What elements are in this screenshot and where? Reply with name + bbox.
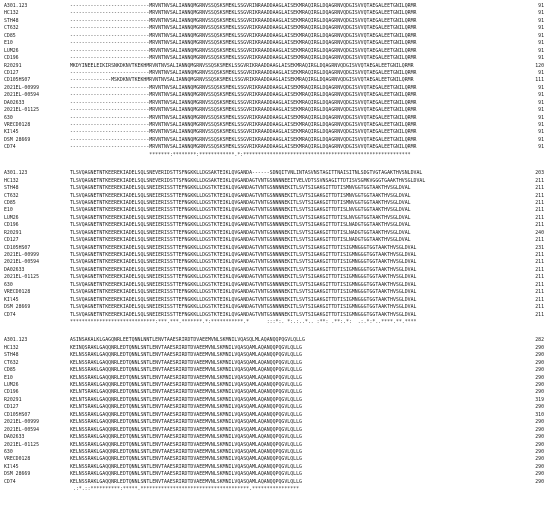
sequence-position: 203 <box>535 170 544 177</box>
sequence-position: 211 <box>535 199 544 206</box>
sequence-name: R20291 <box>4 229 22 236</box>
sequence-name: R20291 <box>4 396 22 403</box>
alignment-row <box>4 367 546 374</box>
sequence-name: DSM 28669 <box>4 136 31 143</box>
sequence-residues: KELNSSRAKLGAQQNRLEDTQNNLSNTLENVTAAESRIRDTDVAEEMVNLSKMNILVQASQAMLAQANQQPQGVLQLLG <box>70 448 302 455</box>
sequence-residues: KELNTSRAKLGAQQNRLEDTQNNLSNTLENVTAAESRIRDTDVAEEMVNLSKMNILVQASQAMLAQANQQPQGVLQLLG <box>70 404 302 411</box>
alignment-row <box>4 471 546 478</box>
sequence-name: 630 <box>4 114 13 121</box>
consensus-spacer <box>4 152 70 159</box>
sequence-name: CD85 <box>4 199 16 206</box>
sequence-position: 91 <box>538 10 544 17</box>
alignment-block <box>4 337 546 493</box>
sequence-residues: ---------------------------MRVNTNVSALIANNQMGRNVSSQSKSMEKLSSGVRIKRAADDAAGLAISEKMRAQIRGLDQAGRNVQDGISVVQTAEGALEETGNILQRMR <box>70 136 417 143</box>
sequence-position: 240 <box>535 229 544 236</box>
sequence-residues: TLSVQAGNETNTKEEREKIADELSQLSNEIERISSTTEFNGKKLLDGSTKTEIKLQVGANDAGTVNTGSNNNNEKITLSVTSIGAKGITTDTISMNVGGTGGTAAKTHVSGLDVAL <box>70 192 411 199</box>
sequence-name: CD105HS07 <box>4 244 31 251</box>
sequence-position: 91 <box>538 107 544 114</box>
sequence-position: 211 <box>535 304 544 311</box>
sequence-position: 211 <box>535 252 544 258</box>
sequence-name: KIl45 <box>4 463 19 470</box>
sequence-position: 290 <box>535 404 544 411</box>
sequence-name: CD85 <box>4 367 16 374</box>
alignment-row <box>4 442 546 449</box>
alignment-row <box>4 304 546 311</box>
sequence-position: 211 <box>535 274 544 281</box>
sequence-position: 319 <box>535 396 544 403</box>
alignment-row <box>4 397 546 404</box>
sequence-position: 282 <box>535 337 544 344</box>
sequence-position: 211 <box>535 266 544 273</box>
alignment-row <box>4 282 546 289</box>
sequence-name: CD74 <box>4 478 16 485</box>
sequence-residues: KELNTSRAKLGAQQNRLEDTQNNLSNTLENVTAAESRIRDTDVAEEMVNLSKMNILVQASQAMLAQANQQPQGVLQLLG <box>70 389 302 396</box>
sequence-residues: ---------------------------MRVNTNVSALIANNQMGRNVSSQSKSMEKLSSGVRIKRAADDAAGLAISEKMRAQIRGLDQAGRNVQDGISVVQTAEGALEETGNILQRMR <box>70 17 417 24</box>
alignment-row <box>4 245 546 252</box>
sequence-position: 211 <box>535 237 544 244</box>
sequence-name: STH48 <box>4 185 19 192</box>
sequence-name: VRECD0128 <box>4 456 31 463</box>
sequence-residues: KEINQSRAKLGAQQNRLEDTQNNLSNTLENVTAAESRIRDTDVAEEMVNLSKMNILVQASQAMLAQANQQPQGVLQLLG <box>70 344 302 351</box>
sequence-residues: ---------------------------MRVNTNVSALIANNQMGRNVSSQSKSMEKLSSGVRIKRAADDAAGLAISEKMRAQIRGLDQAGRNVQDGISVVQTAEGALEETGNILQRMR <box>70 92 417 99</box>
sequence-position: 211 <box>535 214 544 221</box>
sequence-residues: KELNSSRAKLGAQQNRLEDTQNNLSNTLENVTAAESRIRDTDVAEEMVNLSKMNILVQASQAMLAQANQQPQGVLQLLG <box>70 359 302 366</box>
sequence-position: 290 <box>535 456 544 463</box>
sequence-residues: KELNSSRAKLGAQQNRLEDTQNNLSNTLENVTAAESRIRDTDVAEEMVNLSKMNILVQASQAMLAQANQQPQGVLQLLG <box>70 441 302 448</box>
sequence-position: 211 <box>535 192 544 199</box>
alignment-row <box>4 360 546 367</box>
sequence-position: 91 <box>538 99 544 106</box>
alignment-row <box>4 63 546 70</box>
sequence-position: 120 <box>535 62 544 69</box>
sequence-residues: ---------------------------MRVNTNVSALIANNQMGRNVSSQSKSMEKLSSGVRIKRAADDAAGLAISEKMRAQIRGLDQAGRNVQDGISVVQTAEGALEETGNILQRMR <box>70 107 417 114</box>
sequence-name: KIl45 <box>4 296 19 303</box>
sequence-name: CT632 <box>4 25 19 32</box>
sequence-residues: TLSVQAGNETNTKEEREKIADELSQLSNEIERISSTTEFNGKKLLDGSTKTEIKLQVGANDAGTVNTGSNNNNEKITLSVTSIGAKGITTDTISIGMNGGGTGGTAAKTHVSGLDVAL <box>70 289 417 296</box>
sequence-name: KIl45 <box>4 129 19 136</box>
sequence-position: 91 <box>538 47 544 54</box>
sequence-position: 231 <box>535 244 544 251</box>
sequence-residues: ---------------------------MRVNTNVSALIANNQMGRNVSSQSKSMEKLSSGVRIKRAADDAAGLAISEKMRAQIRGLDQAGRNVQDGISVVQTAEGALEETGNILQRMR <box>70 99 417 106</box>
sequence-name: HC132 <box>4 10 19 17</box>
alignment-row <box>4 222 546 229</box>
sequence-position: 290 <box>535 426 544 433</box>
alignment-row <box>4 115 546 122</box>
sequence-residues: ASINSAKALKLGAGQNRLEETQNNLNNTLENVTAAESRIRDTDVAEEMVNLSKMNILVQASQLMLAQANQQPQGVLQLLG <box>70 337 305 344</box>
alignment-row <box>4 259 546 266</box>
consensus-spacer <box>4 486 70 493</box>
alignment-row <box>4 3 546 10</box>
alignment-row <box>4 122 546 129</box>
sequence-position: 310 <box>535 411 544 418</box>
sequence-residues: ---------------------------MRVNTNVSALIANNQMGRNVSSQSKSMEKLSSGVRIKRAADDAAGLAISEKMRAQIRGLDQAGRNVQDGISVVQTAEGALEETGNILQRMR <box>70 25 417 32</box>
sequence-name: R20291 <box>4 62 22 69</box>
alignment-row <box>4 33 546 40</box>
consensus-symbols: *****************************:***.***.*******.*:***********.* :::*:. *:.:..*.. :**: .**:.*: .:.*:*..****.**.**** <box>70 318 417 325</box>
sequence-name: E10 <box>4 40 13 47</box>
alignment-row <box>4 55 546 62</box>
alignment-row <box>4 274 546 281</box>
sequence-residues: ---------------------------MRVNTNVSALIANNQMGRNVSSQSKSMEKLSSGVRIKRAADDAAGLAISEKMRAQIRGLDQAGRNVQDGISVVQTAEGALEETGNILQRMR <box>70 55 417 62</box>
alignment-block <box>4 170 546 326</box>
sequence-name: STH48 <box>4 17 19 24</box>
sequence-name: CD74 <box>4 144 16 151</box>
alignment-row <box>4 70 546 77</box>
consensus-row <box>4 319 546 326</box>
alignment-row <box>4 412 546 419</box>
sequence-position: 290 <box>535 382 544 388</box>
alignment-row <box>4 289 546 296</box>
sequence-position: 91 <box>538 144 544 151</box>
alignment-row <box>4 352 546 359</box>
sequence-residues: KELNSSRAKLGAQQNRLEDTQNNLSNTLENVTAAESRIRDTDVAEEMVNLSKMNILVQASQAMLAQANQQPQGVLQLLG <box>70 456 302 463</box>
sequence-name: DSM 28669 <box>4 471 31 478</box>
sequence-residues: ---------------------------MRVNTNVSALIANNQMGRNVSSQSKSMEKLSSGVRINRAADDAAGLAISEKMRAQIRGLDQAGRNVQDGISVVQTAEGALEETGNILQRMR <box>70 3 417 9</box>
sequence-name: 630 <box>4 281 13 288</box>
alignment-row <box>4 185 546 192</box>
sequence-residues: KELNSSRAKLGAQQNRLEDTQNNLSNTLENVTAAESRIRDTDVAEEMVNLSKMNILVQASQAMLAQANQQPQGVLQLLG <box>70 419 302 426</box>
sequence-name: LUM26 <box>4 47 19 54</box>
sequence-residues: TLSVQAGNETNTKEEREKIADELSQLSNEIERISSTTEFNGKKLLDGSTKTEIKLQVGANDAGTVNTGSNNNNEKITLSVTSIGAKGITTDTISLNADGTGGTAAKTHVSGLDVAL <box>70 222 411 229</box>
sequence-name: 2021EL-01125 <box>4 274 39 281</box>
sequence-residues: KELNSSRAKLGAQQNRLEDTQNNLSNTLENVTAAESRIRDTDVAEEMVNLSKMNILVQASQAMLAQANQQPQGVLQLLG <box>70 478 302 485</box>
sequence-residues: ---------------------------MRVNTNVSALIANNQMGRNVSSQSKSMEKLSSGVRIKRAADDAAGLAISEKMRAQIRGLDQAGRNVQDGISVVQTAEGALEETGNILQRMR <box>70 114 417 121</box>
consensus-symbols: *******:********:************.*:********************************************************* <box>70 151 411 158</box>
sequence-residues: TLSVQAGNETNTKEEREKIADELSQLSNEIERISSTTEFNGKKLLDGSTKTEIKLQVGANDAGTVNTGSNNNNEKITLSVTSIGAKGITTDTISMNVGGTGGTAAKTHVSGLDVAL <box>70 199 411 206</box>
sequence-residues: TLSVQAGNETNTKEEREKIADELSQLSNEIERISSTTEFNGKKLLDGSTKTEIKLQVGANDAGTVNTGSNNNNEKITLSVTSIGAKGITTDTISLNVGGTGGTAAKTHVSGLDVAL <box>70 214 411 221</box>
alignment-row <box>4 434 546 441</box>
sequence-residues: ---------------------------MRVNTNVSALIANNQMGRNVSSQSKSMEKLSSGVRIKRAADDAAGLAISEKMRAQIRGLDQAGRNVQDGISVVQTAEGALEETGNILQRMR <box>70 47 417 54</box>
alignment-row <box>4 479 546 486</box>
alignment-row <box>4 107 546 114</box>
sequence-name: CD196 <box>4 55 19 62</box>
sequence-name: LUM26 <box>4 214 19 221</box>
sequence-residues: MKDYINEELEIKIRSNKDKNVTKEKHMRVNTNVSALIANNQMGRNVSSQSKSMEKLSSGVRIKRAADDAAGLAISEKMRAQIRGLDQAGRNVQDGISVVQTAEGALEETGNILQRMR <box>70 62 414 69</box>
alignment-row <box>4 40 546 47</box>
sequence-position: 290 <box>535 448 544 455</box>
sequence-name: CD196 <box>4 222 19 229</box>
sequence-residues: TLSVQAGNETNTKEEREKIADELSQLSNEIERISSTTEFNGKKLLDGSTKTEIKLQVGANDAGTVNTGSNNNNEKITLSVTSIGAKGITTDTISLNVGGTGGTAAKTHVSGLDVAL <box>70 207 411 214</box>
alignment-row <box>4 48 546 55</box>
alignment-row <box>4 464 546 471</box>
consensus-row <box>4 486 546 493</box>
sequence-position: 91 <box>538 17 544 24</box>
alignment-row <box>4 92 546 99</box>
sequence-position: 91 <box>538 69 544 76</box>
sequence-position: 290 <box>535 478 544 485</box>
alignment-row <box>4 25 546 32</box>
sequence-residues: TLSVQAGNETNTKEEREKIADELSQLSNEVERIDSTTSFNGKKLLDGSAKTEIKLQVGANDAGTVNTGSNNNNEEITVELVDTSSVNSAGITTDTISVSGMKVGGGTGAAKTHVSGLDVAL <box>70 177 426 184</box>
sequence-name: 2021EL-00999 <box>4 84 39 91</box>
sequence-residues: ---------------------------MRVNTNVSALIANNQMGRNVSSQSKSMEKLSSGVRIKRAADDAAGLAISEKMRAQIRGLDQAGRNVQDGISVVQTAEGALEETGNILQRMR <box>70 40 417 47</box>
sequence-name: 2021EL-00594 <box>4 426 39 433</box>
alignment-row <box>4 137 546 144</box>
sequence-name: 2021EL-00999 <box>4 419 39 426</box>
sequence-name: CD74 <box>4 311 16 318</box>
sequence-residues: TLSVQAGNETNTKEEREKIADELSQLSNEIERISSTTEFNGKKLLDGSTKTEIKLQVGANDAGTVNTGSNNNNEKITLSVTSIGAKGITTDTISLNADGTGGTAAKTHVSGLDVAL <box>70 229 411 236</box>
sequence-residues: KELNSSRAKLGAQQNRLEDTQNNLSNTLENVTAAESRIRDTDVAEEMVNLSKMNILVQASQAMLAQANQQPQGVLQLLG <box>70 426 302 433</box>
sequence-position: 290 <box>535 419 544 426</box>
consensus-spacer <box>4 319 70 326</box>
sequence-residues: ---------------------------MRVNTNVSALIANNQMGRNVSSQSKSMEKLSSGVRIKRAADDAAGLAISEKMRAQIRGLDQAGRNVQDGISVVQTAEGALEETGNILQRMR <box>70 10 417 17</box>
sequence-name: 2021EL-00594 <box>4 92 39 99</box>
consensus-symbols: .:*.::**********:*****.*************************************.**************** <box>70 486 300 493</box>
sequence-position: 290 <box>535 434 544 441</box>
sequence-position: 290 <box>535 367 544 374</box>
sequence-position: 91 <box>538 32 544 39</box>
alignment-row <box>4 77 546 84</box>
alignment-row <box>4 207 546 214</box>
sequence-residues: ---------------------------MRVNTNVSALIANNQMGRNVSSQSKSMEKLSSGVRIKRAADDAAGLAISEKMRAQIRGLDQAGRNVQDGISVVQTAEGALEETGNILQRMR <box>70 69 417 76</box>
sequence-name: CD196 <box>4 389 19 396</box>
sequence-position: 290 <box>535 471 544 478</box>
sequence-residues: ---------------------------MRVNTNVSALIANNQMGRNVSSQSKSMEKLSSGVRIKRAADDAAGLAISEKMRAQIRGLDQAGRNVQDGISVVQTAEGALEETGNILQRMR <box>70 32 417 39</box>
alignment-row <box>4 375 546 382</box>
sequence-position: 211 <box>535 281 544 288</box>
sequence-name: A301.123 <box>4 170 28 177</box>
sequence-position: 111 <box>535 77 544 84</box>
sequence-residues: ---------------------------MRVNTNVSALIANNQMGRNVSSQSKSMEKLSSGVRIKRAADDAAGLAISEKMRAQIRGLDQAGRNVQDGISVVQTAEGALEETGNILQRMR <box>70 84 417 91</box>
sequence-name: E10 <box>4 207 13 214</box>
sequence-position: 211 <box>535 222 544 229</box>
sequence-residues: TLSVQAGNETNTKEEREKIADELSQLSNEIERISSTTEFNGKKLLDGSTKTEIKLQVGANDAGTVNTGSNNNNEKITLSVTSIGAKGITTDTISIGMNGGGTGGTAAKTHVSGLDVAL <box>70 296 417 303</box>
sequence-name: CT632 <box>4 359 19 366</box>
block-separator <box>4 159 546 170</box>
sequence-alignment <box>4 3 546 494</box>
sequence-name: A301.123 <box>4 3 28 9</box>
sequence-name: VRECD0128 <box>4 122 31 128</box>
sequence-name: DSM 28669 <box>4 304 31 311</box>
alignment-row <box>4 419 546 426</box>
sequence-position: 211 <box>535 177 544 184</box>
sequence-position: 91 <box>538 136 544 143</box>
alignment-row <box>4 100 546 107</box>
sequence-name: CD105HS07 <box>4 77 31 84</box>
sequence-name: DA02633 <box>4 99 25 106</box>
alignment-row <box>4 200 546 207</box>
sequence-position: 290 <box>535 374 544 381</box>
sequence-name: CD127 <box>4 237 19 244</box>
sequence-residues: KELNTSRAKLGAQQNRLEDTQNNLSNTLENVTAAESRIRDTDVAEEMVNLSKMNILVQASQAMLAQANQQPQGVLQLLG <box>70 396 302 403</box>
alignment-row <box>4 382 546 389</box>
alignment-row <box>4 230 546 237</box>
sequence-residues: TLSVQAGNETNTKEEREKIADELSQLSNEIERISSTTEFNGKKLLDGSTKTEIKLQVGANDAGTVNTGSNNNNEKITLSVTSIGAKGITTDTISIGMNGGGTGGTAAKTHVSGLDVAL <box>70 266 417 273</box>
alignment-row <box>4 345 546 352</box>
sequence-residues: TLSVQAGNETNTKEEREKIADELSQLSNEIERISSTTEFNGKKLLDGSTKTEIKLQVGANDAGTVNTGSNNNNEKITLSVTSIGAKGITTDTISIGMNGGGTGGTAAKTHVSGLDVAL <box>70 281 417 288</box>
alignment-row <box>4 129 546 136</box>
sequence-residues: KELNSSRAKLGAQQNRLEDTQNNLSNTLENVTAAESRIRDTDVAEEMVNLSKMNILVQASQAMLAQANQQPQGVLQLLG <box>70 463 302 470</box>
sequence-name: HC132 <box>4 344 19 351</box>
sequence-position: 290 <box>535 441 544 448</box>
sequence-residues: TLSVQAGNETNTKEEREKIADELSQLSNEIERISSTTEFNGKKLLDGSTKTEIKLQVGANDAGTVNTGSNNNNEKITLSVTSIGAKGITTDTISLNADGTGGTAAKTHVSGLDVAL <box>70 237 411 244</box>
sequence-residues: KELNSSRAKLGAQQNRLEDTQNNLSNTLENVTAAESRIRDTDVAEEMVNLSKMNILVQASQAMLAQANQQPQGVLQLLG <box>70 352 302 359</box>
sequence-residues: --------------MSKDKNVTKEKHMRVNTNVSALIANNQMGRNVSSQSKSMEKLSSGVRIKRAADDAAGLAISEKMRAQIRGLDQAGRNVQDGISVVQTAEGALEETGNILQRMR <box>70 77 414 84</box>
sequence-position: 91 <box>538 55 544 62</box>
sequence-position: 290 <box>535 359 544 366</box>
alignment-row <box>4 312 546 319</box>
alignment-row <box>4 389 546 396</box>
sequence-residues: TLSVQAGNETNTKEEREKIADELSQLSNEIERISSTTEFNGKKLLDGSTKTEIKLQVGANDAGTVNTGSNNNNEKITLSVTSIGAKGITTDTISIGMNGGGTGGTAAKTHVSGLDVAL <box>70 274 417 281</box>
alignment-row <box>4 193 546 200</box>
alignment-row <box>4 18 546 25</box>
sequence-position: 91 <box>538 3 544 9</box>
sequence-residues: ---------------------------MRVNTNVSALIANNQMGRNVSSQSKSMEKLSSGVRIKRAADDAAGLAISEKMRAQIRGLDQAGRNVQDGISVVQTAEGALEETGNILQRMR <box>70 122 417 128</box>
sequence-position: 290 <box>535 344 544 351</box>
sequence-name: E10 <box>4 374 13 381</box>
sequence-residues: KELNSSRAKLGAQQNRLEDTQNNLSNTLENVTAAESRIRDTDVAEEMVNLSKMNILVQASQAMLAQANQQPQGVLQLLG <box>70 382 302 388</box>
alignment-row <box>4 178 546 185</box>
sequence-position: 91 <box>538 84 544 91</box>
alignment-row <box>4 404 546 411</box>
alignment-row <box>4 267 546 274</box>
alignment-row <box>4 456 546 463</box>
alignment-row <box>4 237 546 244</box>
alignment-row <box>4 85 546 92</box>
block-separator <box>4 326 546 337</box>
sequence-residues: KELNSSRAKLGAQQNRLEDTQNNLSNTLENVTAAESRIRDTDVAEEMVNLSKMNILVQASQAMLAQANQQPQGVLQLLG <box>70 411 302 418</box>
sequence-residues: TLSVQAGNETNTKEEREKIADELSQLSNEIERISSTTEFNGKKLLDGSTKTEIKLQVGANDAGTVNTGSNNNNEKITLSVTSIGAKGITTDTISIGMNGGGTGGTAAKTHVSGLDVAL <box>70 252 417 258</box>
alignment-row <box>4 215 546 222</box>
sequence-position: 290 <box>535 389 544 396</box>
sequence-residues: TLSVQAGNETNTKEEREKIADELSQLSNEIERISSTTEFNGKKLLDGSTKTEIKLQVGANDAGTVNTGSNNNNEKITLSVTSIGAKGITTDTISIGMNGGGTGGTAAKTHVSGLDVAL <box>70 311 417 318</box>
sequence-residues: TLSVQAGNETNTKEEREKIADELSQLSNEIERISSTTEFNGKKLLDGSTKTEIKLQVGANDAGTVNTGSNNNNEKITLSVTSIGAKGITTDTISIGMNGGGTGGTAAKTHVSGLDVAL <box>70 244 417 251</box>
sequence-name: 2021EL-01125 <box>4 441 39 448</box>
sequence-position: 290 <box>535 352 544 359</box>
sequence-residues: TLSVQAGNETNTKEEREKIADELSQLSNEVERIDSTTSFNGKKLLDGSAKTEIKLQVGANDA------SDNQITVNLINTASVNSTAGITTNAISITNLSDGTVGTAGAKTHVSNLDVAL <box>70 170 423 177</box>
alignment-row <box>4 144 546 151</box>
sequence-name: CD127 <box>4 69 19 76</box>
sequence-position: 211 <box>535 296 544 303</box>
sequence-position: 211 <box>535 289 544 296</box>
sequence-residues: KELNSSRAKLGAQQNRLEDTQNNLSNTLENVTAAESRIRDTDVAEEMVNLSKMNILVQASQAMLAQANQQPQGVLQLLG <box>70 471 302 478</box>
sequence-residues: KELNSSRAKLGAQQNRLEDTQNNLSNTLENVTAAESRIRDTDVAEEMVNLSKMNILVQASQAMLAQANQQPQGVLQLLG <box>70 374 302 381</box>
sequence-residues: KELNSSRAKLGAQQNRLEDTQNNLSNTLENVTAAESRIRDTDVAEEMVNLSKMNILVQASQAMLAQANQQPQGVLQLLG <box>70 434 302 441</box>
sequence-position: 211 <box>535 207 544 214</box>
sequence-position: 91 <box>538 25 544 32</box>
sequence-name: CD127 <box>4 404 19 411</box>
sequence-name: HC132 <box>4 177 19 184</box>
alignment-row <box>4 297 546 304</box>
sequence-name: 2021EL-00999 <box>4 252 39 258</box>
alignment-row <box>4 337 546 344</box>
sequence-position: 211 <box>535 259 544 266</box>
alignment-block <box>4 3 546 159</box>
sequence-name: DA02633 <box>4 434 25 441</box>
sequence-residues: TLSVQAGNETNTKEEREKIADELSQLSNEIERISSTTEFNGKKLLDGSTKTEIKLQVGANDAGTVNTGSNNNNEKITLSVTSIGAKGITTDTISIGMNGGGTGGTAAKTHVSGLDVAL <box>70 304 417 311</box>
alignment-row <box>4 449 546 456</box>
sequence-position: 211 <box>535 185 544 192</box>
sequence-position: 91 <box>538 129 544 136</box>
sequence-name: A301.123 <box>4 337 28 344</box>
alignment-row <box>4 427 546 434</box>
sequence-name: 2021EL-01125 <box>4 107 39 114</box>
alignment-row <box>4 170 546 177</box>
sequence-position: 290 <box>535 463 544 470</box>
alignment-row <box>4 252 546 259</box>
sequence-residues: ---------------------------MRVNTNVSALIANNQMGRNVSSQSKSMEKLSSGVRIKRAADDAAGLAISEKMRAQIRGLDQAGRNVQDGISVVQTAEGALEETGNILQRMR <box>70 144 417 151</box>
consensus-row <box>4 152 546 159</box>
sequence-name: VRECD0128 <box>4 289 31 296</box>
sequence-residues: TLSVQAGNETNTKEEREKIADELSQLSNEIERISSTTEFNGKKLLDGSTKTEIKLQVGANDAGTVNTGSNNNNEKITLSVTSIGAKGITTDTISIGMNGGGTGGTAAKTHVSGLDVAL <box>70 259 417 266</box>
sequence-name: CD105HS07 <box>4 411 31 418</box>
sequence-residues: KELNSSRAKLGAQQNRLEDTQNNLSNTLENVTAAESRIRDTDVAEEMVNLSKMNILVQASQAMLAQANQQPQGVLQLLG <box>70 367 302 374</box>
sequence-name: CD85 <box>4 32 16 39</box>
sequence-residues: TLSVQAGNETNTKEEREKIADELSQLSNEIERISSTTEFNGKKLLDGSTKTEIKLQVGANDAGTVNTGSNNNNEKITLSVTSIGAKGITTDTISMNVGGTGGTAAKTHVSGLDVAL <box>70 185 411 192</box>
sequence-name: LUM26 <box>4 382 19 388</box>
sequence-residues: ---------------------------MRVNTNVSALIANNQMGRNVSSQSKSMEKLSSGVRIKRAADDAAGLAISEKMRAQIRGLDQAGRNVQDGISVVQTAEGALEETGNILQRMR <box>70 129 417 136</box>
sequence-name: 630 <box>4 448 13 455</box>
sequence-position: 91 <box>538 114 544 121</box>
sequence-position: 91 <box>538 122 544 128</box>
sequence-position: 91 <box>538 40 544 47</box>
sequence-name: CT632 <box>4 192 19 199</box>
sequence-name: 2021EL-00594 <box>4 259 39 266</box>
sequence-name: STH48 <box>4 352 19 359</box>
alignment-row <box>4 10 546 17</box>
sequence-name: DA02633 <box>4 266 25 273</box>
sequence-position: 91 <box>538 92 544 99</box>
sequence-position: 211 <box>535 311 544 318</box>
